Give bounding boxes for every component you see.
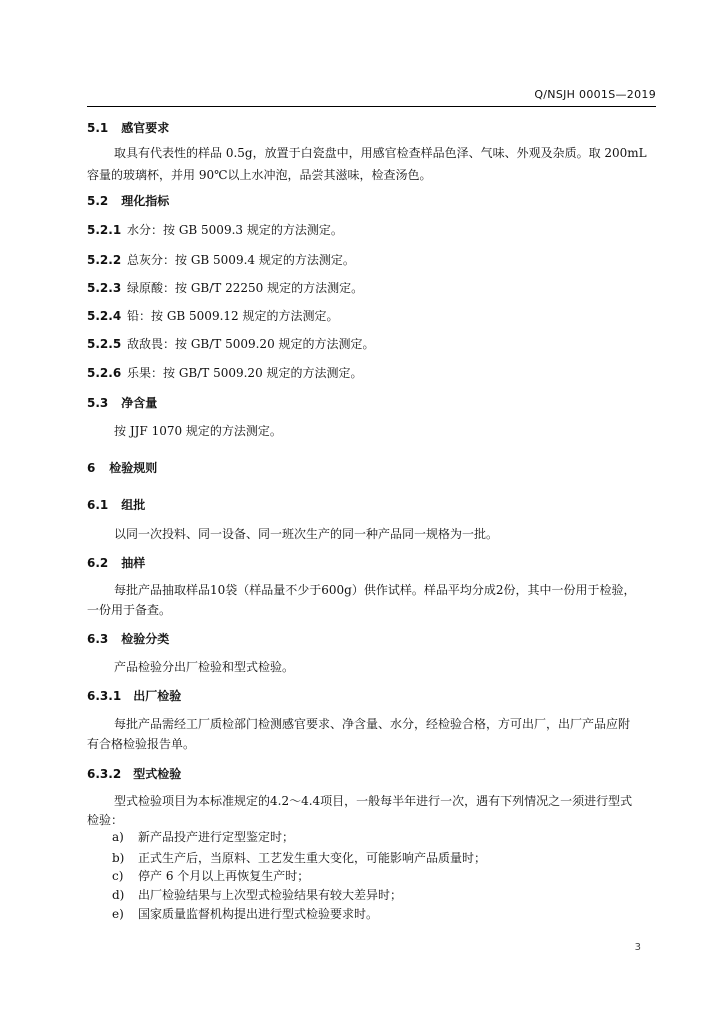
heading-title: 组批 bbox=[121, 498, 146, 512]
clause-number: 5.2.4 bbox=[87, 309, 122, 323]
paragraph-5-1-line2: 容量的玻璃杯，并用 90℃以上水冲泡，品尝其滋味，检查汤色。 bbox=[87, 168, 432, 182]
clause-number: 5.2.1 bbox=[87, 223, 122, 237]
heading-number: 5.3 bbox=[87, 396, 109, 410]
clause-number: 5.2.3 bbox=[87, 281, 122, 295]
clause-5-2-6 bbox=[87, 365, 363, 381]
heading-number: 5.2 bbox=[87, 194, 109, 208]
clause-text: 乐果：按 GB/T 5009.20 规定的方法测定。 bbox=[127, 366, 363, 380]
clause-5-2-3 bbox=[87, 280, 363, 296]
paragraph-5-3: 按 JJF 1070 规定的方法测定。 bbox=[114, 424, 282, 438]
paragraph-6-3-1-line2: 有合格检验报告单。 bbox=[87, 737, 196, 751]
heading-5-3 bbox=[87, 395, 157, 411]
page-number: 3 bbox=[634, 942, 641, 953]
paragraph-6-3: 产品检验分出厂检验和型式检验。 bbox=[114, 660, 295, 674]
heading-5-1 bbox=[87, 120, 169, 136]
list-text: 停产 6 个月以上再恢复生产时； bbox=[138, 869, 310, 883]
clause-text: 总灰分：按 GB 5009.4 规定的方法测定。 bbox=[127, 253, 355, 267]
heading-6 bbox=[87, 460, 157, 476]
list-marker: d) bbox=[112, 888, 125, 902]
heading-title: 检验分类 bbox=[121, 632, 170, 646]
list-text: 出厂检验结果与上次型式检验结果有较大差异时； bbox=[138, 888, 403, 902]
list-item-b bbox=[112, 850, 486, 866]
heading-number: 6 bbox=[87, 461, 96, 475]
heading-number: 6.3.2 bbox=[87, 767, 122, 781]
heading-title: 理化指标 bbox=[121, 194, 170, 208]
clause-number: 5.2.5 bbox=[87, 337, 122, 351]
list-marker: b) bbox=[112, 851, 125, 865]
paragraph-6-3-1-line1: 每批产品需经工厂质检部门检测感官要求、净含量、水分，经检验合格，方可出厂，出厂产品应附 bbox=[114, 717, 631, 731]
paragraph-6-2-line2: 一份用于备查。 bbox=[87, 603, 172, 617]
list-text: 新产品投产进行定型鉴定时； bbox=[138, 830, 295, 844]
heading-title: 净含量 bbox=[121, 396, 158, 410]
clause-text: 铅：按 GB 5009.12 规定的方法测定。 bbox=[127, 309, 339, 323]
clause-number: 5.2.6 bbox=[87, 366, 122, 380]
heading-number: 6.3.1 bbox=[87, 689, 122, 703]
list-item-d bbox=[112, 887, 402, 903]
heading-6-3-1 bbox=[87, 688, 181, 704]
heading-title: 检验规则 bbox=[109, 461, 158, 475]
paragraph-6-2-line1: 每批产品抽取样品10袋（样品量不少于600g）供作试样。样品平均分成2份，其中一份用于检验， bbox=[114, 583, 636, 597]
clause-text: 水分：按 GB 5009.3 规定的方法测定。 bbox=[127, 223, 343, 237]
clause-text: 敌敌畏：按 GB/T 5009.20 规定的方法测定。 bbox=[127, 337, 375, 351]
clause-5-2-2 bbox=[87, 252, 355, 268]
list-marker: c) bbox=[112, 869, 124, 883]
list-text: 正式生产后，当原料、工艺发生重大变化，可能影响产品质量时； bbox=[138, 851, 487, 865]
heading-6-3-2 bbox=[87, 766, 181, 782]
heading-6-1 bbox=[87, 497, 145, 513]
list-item-e bbox=[112, 906, 378, 922]
clause-text: 绿原酸：按 GB/T 22250 规定的方法测定。 bbox=[127, 281, 364, 295]
clause-5-2-5 bbox=[87, 336, 375, 352]
heading-number: 6.1 bbox=[87, 498, 109, 512]
clause-5-2-4 bbox=[87, 308, 338, 324]
heading-5-2 bbox=[87, 193, 169, 209]
header-rule bbox=[87, 106, 656, 107]
heading-6-3 bbox=[87, 631, 169, 647]
heading-6-2 bbox=[87, 555, 145, 571]
paragraph-6-3-2-line2: 检验： bbox=[87, 813, 124, 827]
list-text: 国家质量监督机构提出进行型式检验要求时。 bbox=[138, 907, 379, 921]
heading-title: 型式检验 bbox=[133, 767, 182, 781]
clause-number: 5.2.2 bbox=[87, 253, 122, 267]
heading-title: 出厂检验 bbox=[133, 689, 182, 703]
paragraph-5-1-line1: 取具有代表性的样品 0.5g，放置于白瓷盘中，用感官检查样品色泽、气味、外观及杂质。取 200mL bbox=[114, 146, 647, 160]
heading-number: 6.3 bbox=[87, 632, 109, 646]
heading-title: 感官要求 bbox=[121, 121, 170, 135]
heading-number: 5.1 bbox=[87, 121, 109, 135]
standard-code: Q/NSJH 0001S—2019 bbox=[534, 88, 656, 101]
heading-title: 抽样 bbox=[121, 556, 146, 570]
paragraph-6-1: 以同一次投料、同一设备、同一班次生产的同一种产品同一规格为一批。 bbox=[114, 527, 499, 541]
paragraph-6-3-2-line1: 型式检验项目为本标准规定的4.2～4.4项目，一般每半年进行一次，遇有下列情况之一须进行型式 bbox=[114, 794, 633, 808]
list-marker: e) bbox=[112, 907, 124, 921]
list-marker: a) bbox=[112, 830, 124, 844]
clause-5-2-1 bbox=[87, 222, 343, 238]
list-item-c bbox=[112, 868, 309, 884]
heading-number: 6.2 bbox=[87, 556, 109, 570]
list-item-a bbox=[112, 829, 294, 845]
